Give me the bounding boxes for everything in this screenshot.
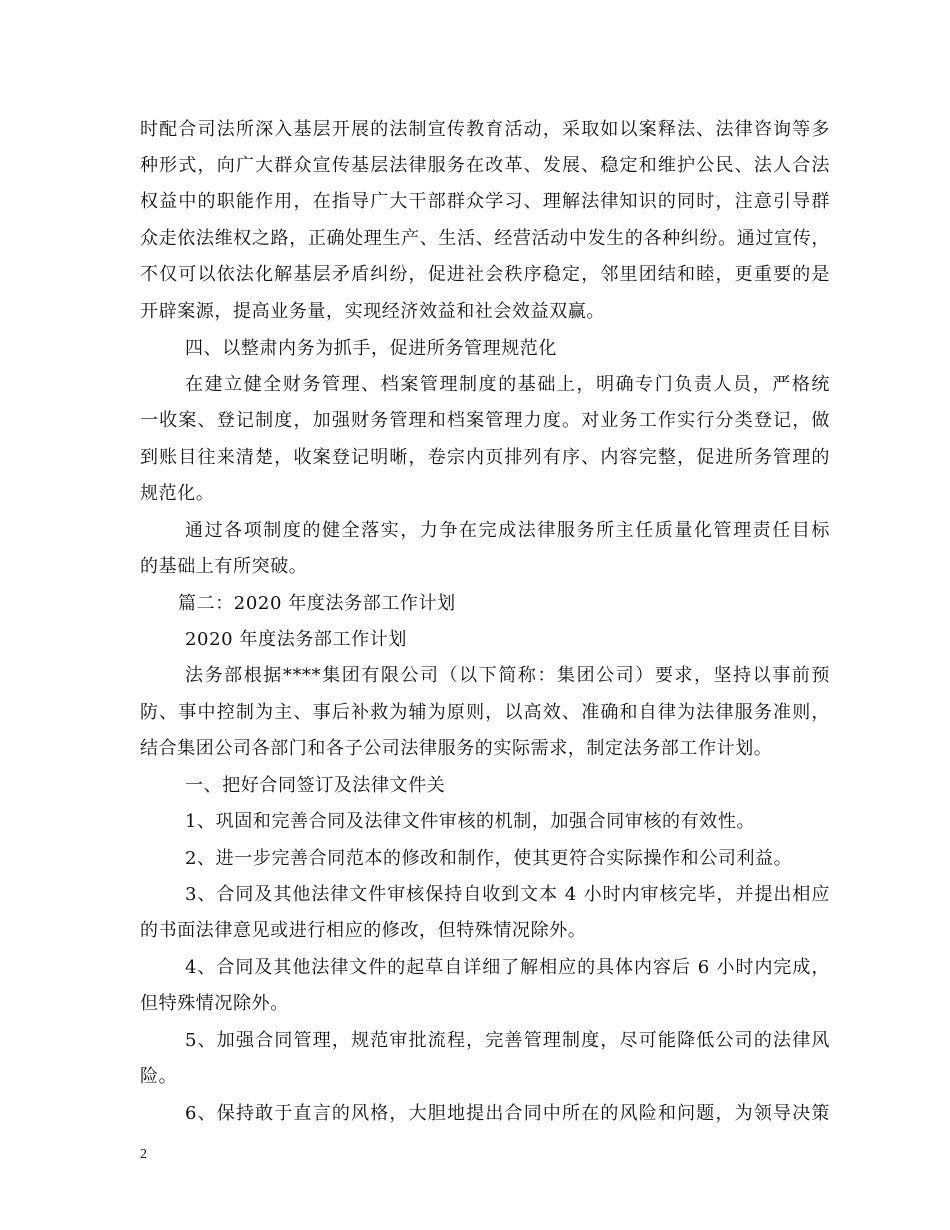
paragraph-line: 到账目往来清楚，收案登记明晰，卷宗内页排列有序、内容完整，促进所务管理的 [140, 447, 830, 468]
paragraph-line: 规范化。 [140, 483, 215, 504]
paragraph-line: 结合集团公司各部门和各子公司法律服务的实际需求，制定法务部工作计划。 [140, 738, 773, 759]
page-number: 2 [140, 1147, 147, 1162]
paragraph-line: 开辟案源，提高业务量，实现经济效益和社会效益双赢。 [140, 301, 605, 322]
list-item: 2、进一步完善合同范本的修改和制作，使其更符合实际操作和公司利益。 [185, 848, 793, 869]
paragraph-line: 一收案、登记制度，加强财务管理和档案管理力度。对业务工作实行分类登记，做 [140, 410, 830, 431]
paragraph-line: 不仅可以依法化解基层矛盾纠纷，促进社会秩序稳定，邻里团结和睦，更重要的是 [140, 264, 830, 285]
section-heading: 四、以整肃内务为抓手，促进所务管理规范化 [185, 338, 557, 359]
paragraph-line: 在建立健全财务管理、档案管理制度的基础上，明确专门负责人员，严格统 [185, 374, 830, 395]
paragraph-line: 时配合司法所深入基层开展的法制宣传教育活动，采取如以案释法、法律咨询等多 [140, 119, 830, 140]
list-item-continuation: 的书面法律意见或进行相应的修改，但特殊情况除外。 [140, 920, 587, 941]
paragraph-line: 防、事中控制为主、事后补救为辅为原则，以高效、准确和自律为法律服务准则， [140, 702, 830, 723]
document-title: 2020 年度法务部工作计划 [185, 629, 407, 650]
paragraph-line: 的基础上有所突破。 [140, 556, 308, 577]
paragraph-line: 众走依法维权之路，正确处理生产、生活、经营活动中发生的各种纠纷。通过宣传， [140, 228, 830, 249]
list-item: 1、巩固和完善合同及法律文件审核的机制，加强合同审核的有效性。 [185, 811, 756, 832]
list-item: 4、合同及其他法律文件的起草自详细了解相应的具体内容后 6 小时内完成， [185, 957, 830, 978]
paragraph-line: 通过各项制度的健全落实，力争在完成法律服务所主任质量化管理责任目标 [185, 520, 830, 541]
paragraph-line: 种形式，向广大群众宣传基层法律服务在改革、发展、稳定和维护公民、法人合法 [140, 155, 830, 176]
list-item-continuation: 险。 [140, 1066, 178, 1087]
paragraph-line: 法务部根据****集团有限公司（以下简称：集团公司）要求，坚持以事前预 [185, 665, 830, 686]
section-heading: 篇二：2020 年度法务部工作计划 [178, 593, 456, 614]
list-item: 3、合同及其他法律文件审核保持自收到文本 4 小时内审核完毕，并提出相应 [185, 884, 830, 905]
list-item: 6、保持敢于直言的风格，大胆地提出合同中所在的风险和问题，为领导决策 [185, 1103, 830, 1124]
list-item: 5、加强合同管理，规范审批流程，完善管理制度，尽可能降低公司的法律风 [185, 1030, 830, 1051]
section-heading: 一、把好合同签订及法律文件关 [185, 775, 446, 796]
paragraph-line: 权益中的职能作用，在指导广大干部群众学习、理解法律知识的同时，注意引导群 [140, 191, 830, 212]
list-item-continuation: 但特殊情况除外。 [140, 993, 289, 1014]
